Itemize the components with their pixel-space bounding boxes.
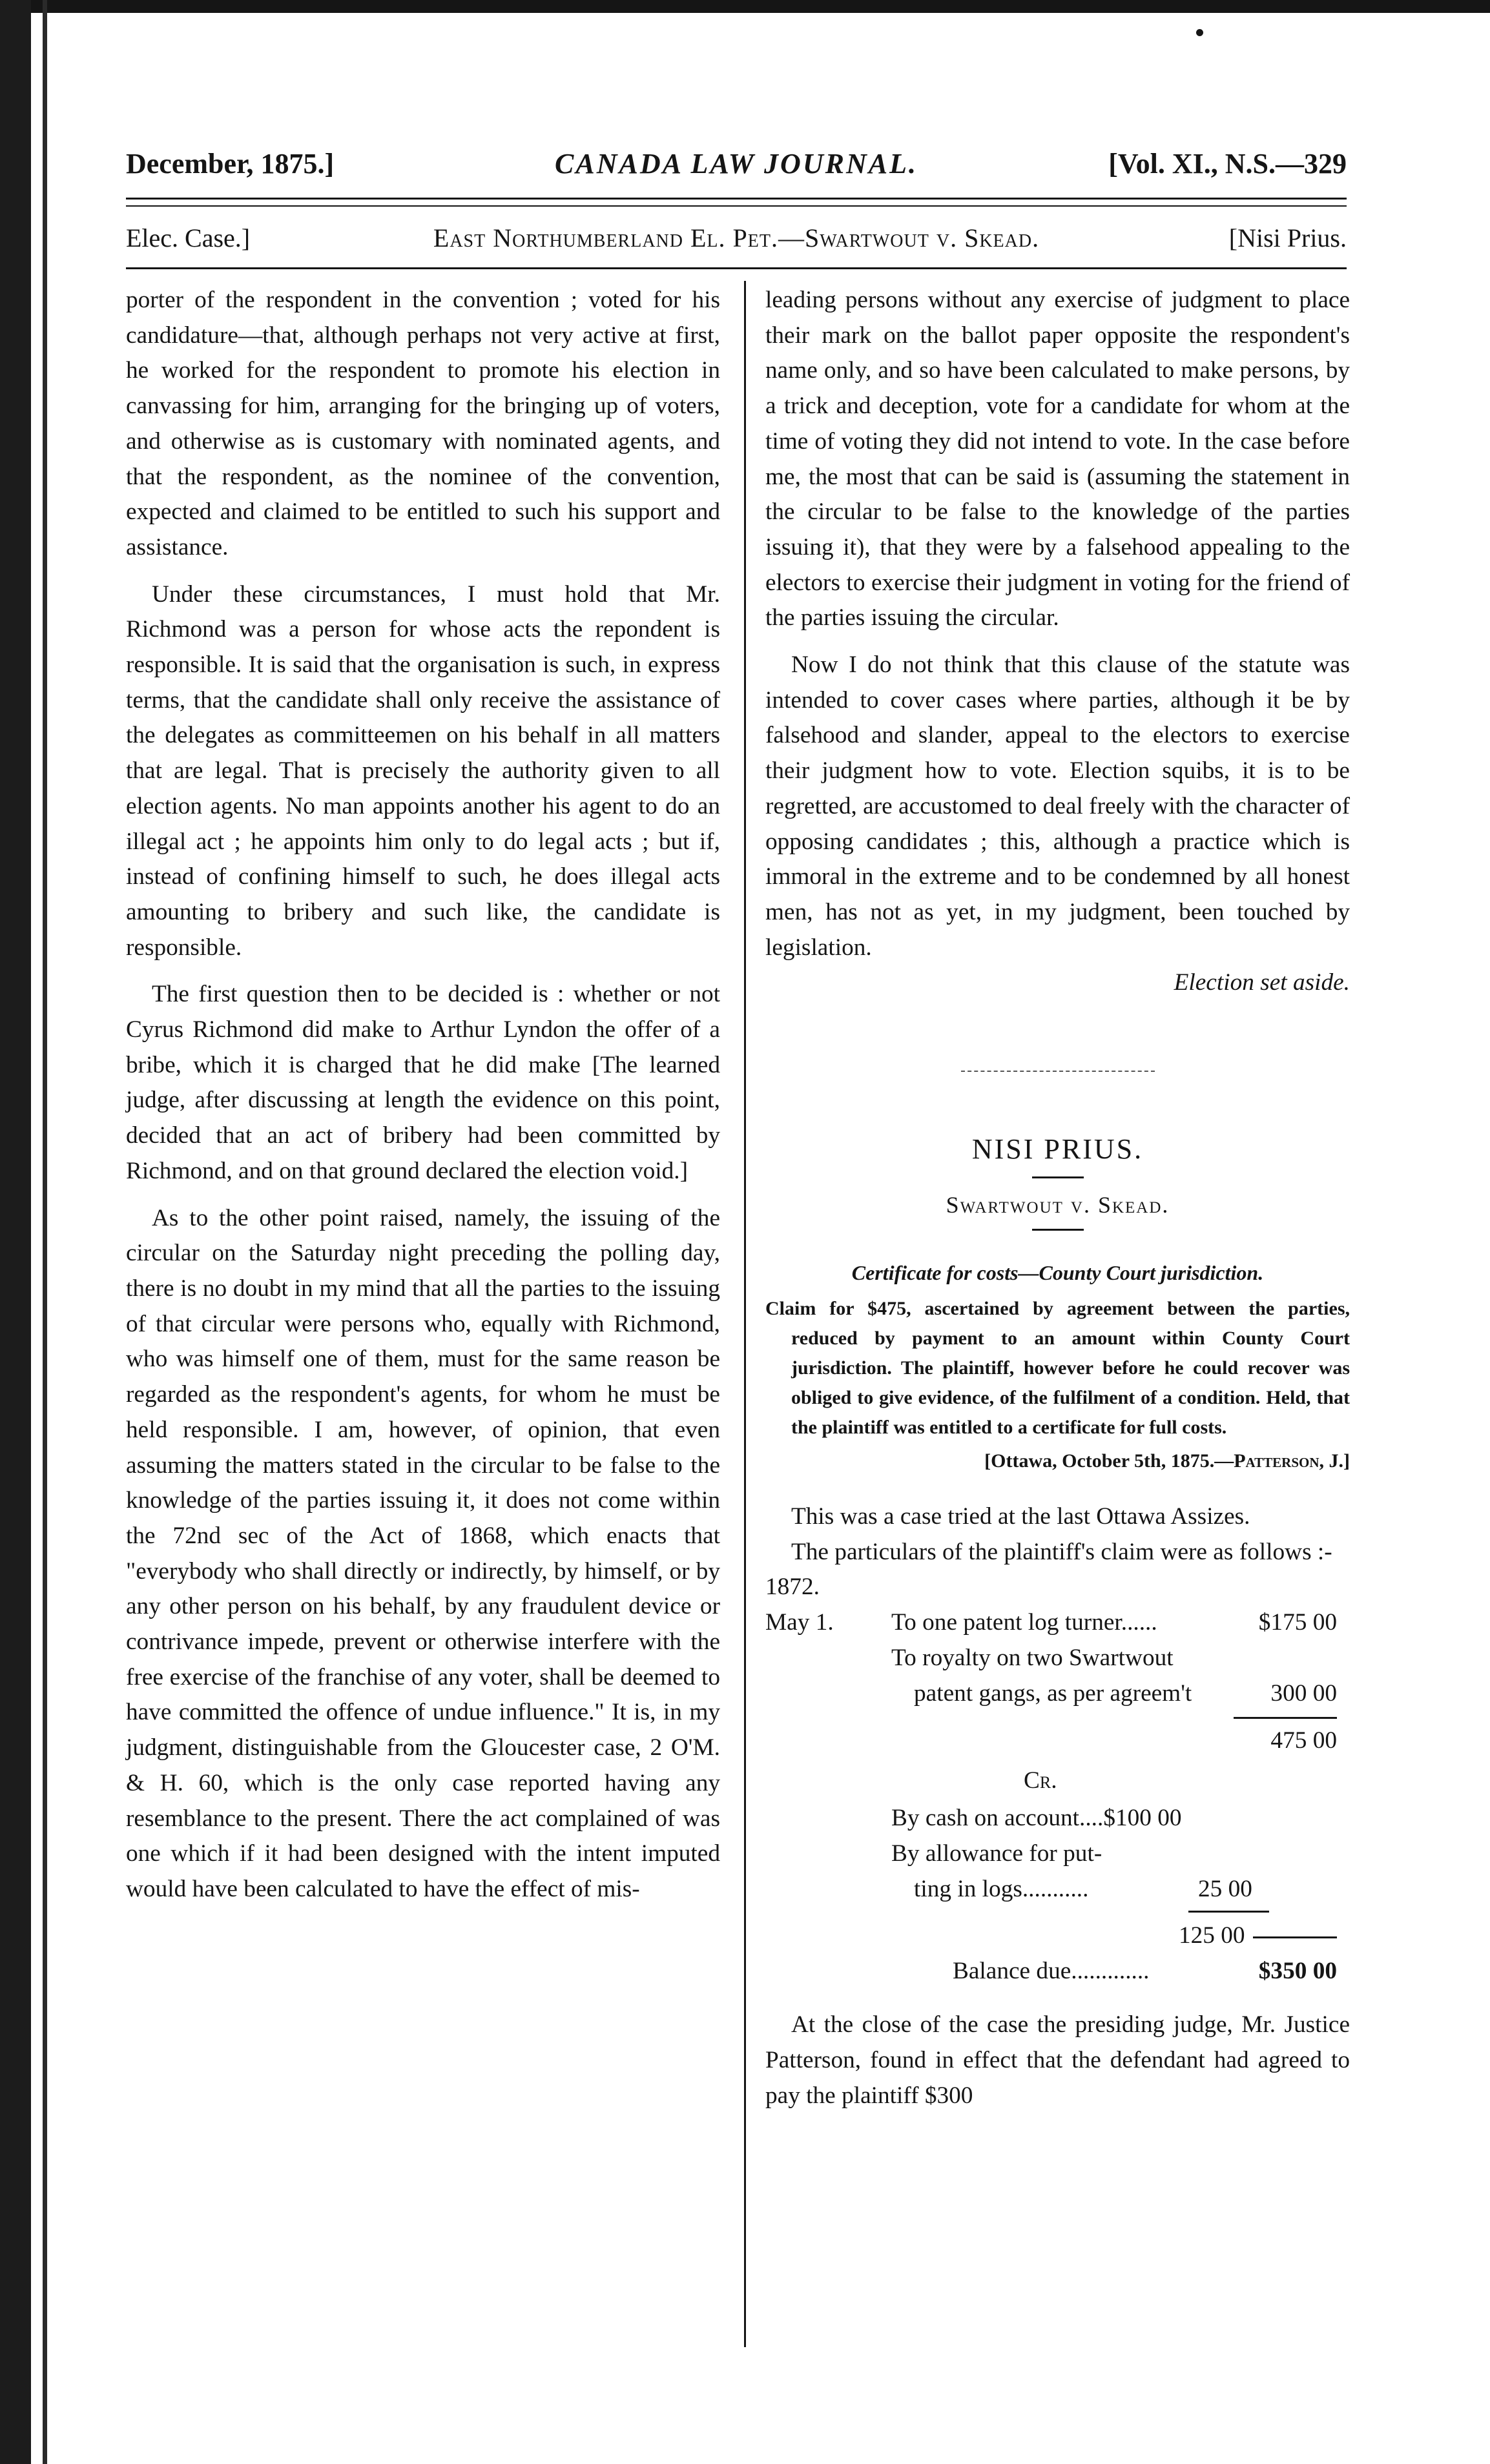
balance-label: Balance due............. — [953, 1958, 1150, 1985]
ink-dot — [1196, 29, 1203, 36]
page-binding-edge — [0, 0, 31, 2464]
paragraph: As to the other point raised, namely, the issuing of the circular on the Saturday night preceding the polling day, there is no doubt in my mind that all the parties to the issuing of that circular were persons who, equally with Richmond, who was himself one of them, must for the same reason be regarded as the respondent's agents, for whom he must be held responsible. I am, however, of opinion, that even assuming the matters stated in the circular to be false to the knowledge of the parties issuing it, it does not come within the 72nd sec of the Act of 1868, which enacts that "everybody who shall directly or indirectly, by himself, or by any other person on his behalf, by any fraudulent device or contrivance impede, prevent or otherwise interfere with the free exercise of the franchise of any voter, shall be deemed to have committed the offence of undue influence." It is, in my judgment, distinguishable from the Gloucester case, 2 O'M. & H. 60, which is the only case reported having any resemblance to the present. There the act complained of was one which if it had been designed with the intent imputed would have been calculated to have the effect of mis- — [126, 1204, 720, 1902]
credit-heading: Cr. — [1024, 1767, 1057, 1794]
account-item: To royalty on two Swartwout — [891, 1645, 1174, 1672]
case-subject: Certificate for costs—County Court jurisdiction. — [851, 1261, 1264, 1285]
paragraph: The particulars of the plaintiff's claim were as follows :- — [791, 1538, 1332, 1565]
sum-rule — [1234, 1717, 1337, 1719]
heading-rule — [1032, 1176, 1084, 1178]
column-divider — [744, 281, 746, 2347]
header-date: December, 1875.] — [126, 148, 335, 180]
credit-amount: 25 00 — [1198, 1876, 1252, 1903]
balance-amount: $350 00 — [1258, 1958, 1337, 1985]
case-title: Swartwout v. Skead. — [946, 1192, 1170, 1218]
headnote: Claim for $475, ascertained by agreement between the parties, reduced by payment to an amount within County Court jurisdiction. The plaintiff, however before he could recover was obliged to give evidence, of the fulfilment of a condition. Held, that the plaintiff was entitled to a certificate for full costs. — [765, 1298, 1350, 1439]
page-binding-line — [43, 0, 47, 2464]
subheader-rule — [126, 267, 1347, 269]
running-header — [126, 147, 1347, 186]
right-column — [765, 283, 1350, 2126]
case-header — [126, 223, 1347, 262]
citation — [765, 1446, 1350, 1476]
case-header-court: Elec. Case.] — [126, 223, 251, 252]
account-amount: 300 00 — [1270, 1680, 1337, 1707]
citation-place-date: [Ottawa, October 5th, 1875.— — [984, 1450, 1234, 1472]
paragraph: At the close of the case the presiding judge, Mr. Justice Patterson, found in effect that the defendant had agreed to pay the plaintiff $300 — [765, 2011, 1350, 2109]
account-item: To one patent log turner...... — [891, 1609, 1157, 1636]
credit-item: By allowance for put- — [891, 1840, 1102, 1867]
account-item: patent gangs, as per agreem't — [914, 1680, 1192, 1707]
case-header-title: East Northumberland El. Pet.—Swartwout v. Skead. — [433, 223, 1040, 252]
account-date: May 1. — [765, 1609, 834, 1636]
page-top-edge — [0, 0, 1490, 13]
paragraph: The first question then to be decided is : whether or not Cyrus Richmond did make to Arthur Lyndon the offer of a bribe, which it is charged that he did make [The learned judge, after discussing at length the evidence on this point, decided that an act of bribery had been committed by Richmond, and on that ground declared the election void.] — [126, 981, 720, 1184]
credit-item: By cash on account....$100 00 — [891, 1805, 1182, 1832]
paragraph: This was a case tried at the last Ottawa Assizes. — [791, 1503, 1250, 1530]
disposition: Election set aside. — [1174, 969, 1350, 996]
credit-item: ting in logs........... — [914, 1876, 1089, 1903]
balance-rule — [1253, 1936, 1337, 1938]
case-title-rule — [1032, 1229, 1084, 1231]
account-total: 475 00 — [1270, 1727, 1337, 1754]
section-heading: NISI PRIUS. — [971, 1133, 1144, 1165]
credit-sum-rule — [1188, 1911, 1269, 1913]
citation-judge: Patterson, J.] — [1234, 1450, 1350, 1472]
header-rule-bottom — [126, 205, 1347, 207]
left-column — [126, 283, 720, 1919]
paragraph: porter of the respondent in the convention ; voted for his candidature—that, although perhaps not very active at first, he worked for the respondent to promote his election in canvassing for him, arranging for the bringing up of voters, and otherwise as is customary with nominated agents, and that the respondent, as the nominee of the convention, expected and claimed to be entitled to such his support and assistance. — [126, 287, 720, 560]
account-year: 1872. — [765, 1574, 820, 1601]
case-header-division: [Nisi Prius. — [1228, 223, 1347, 252]
claim-account — [765, 1570, 1350, 1996]
paragraph: Under these circumstances, I must hold that Mr. Richmond was a person for whose acts the repondent is responsible. It is said that the organisation is such, in express terms, that the candidate shall only receive the assistance of the delegates as committeemen on his behalf in all matters that are legal. That is precisely the authority given to all election agents. No man appoints another his agent to do an illegal act ; he appoints him only to do legal acts ; but if, instead of confining himself to such, he does illegal acts amounting to bribery and such like, the candidate is responsible. — [126, 580, 720, 961]
section-separator — [961, 1071, 1155, 1072]
account-amount: $175 00 — [1258, 1609, 1337, 1636]
paragraph: leading persons without any exercise of judgment to place their mark on the ballot paper opposite the respondent's name only, and so have been calculated to make persons, by a trick and deception, vote for a candidate for whom at the time of voting they did not intend to vote. In the case before me, the most that can be said is (assuming the statement in the circular to be false to the knowledge of the parties issuing it), that they were by a falsehood appealing to the electors to exercise their judgment in voting for the friend of the parties issuing the circular. — [765, 287, 1350, 631]
header-journal-title: CANADA LAW JOURNAL. — [555, 148, 918, 180]
header-volume-page: [Vol. XI., N.S.—329 — [1108, 148, 1347, 180]
header-rule-top — [126, 198, 1347, 200]
paragraph: Now I do not think that this clause of the statute was intended to cover cases where parties, although it be by falsehood and slander, appeal to the electors to exercise their judgment how to vote. Election squibs, it is to be regretted, are accustomed to deal freely with the character of opposing candidates ; this, although a practice which is immoral in the extreme and to be condemned by all honest men, has not as yet, in my judgment, been touched by legislation. — [765, 652, 1350, 961]
credit-total: 125 00 — [1179, 1922, 1245, 1949]
